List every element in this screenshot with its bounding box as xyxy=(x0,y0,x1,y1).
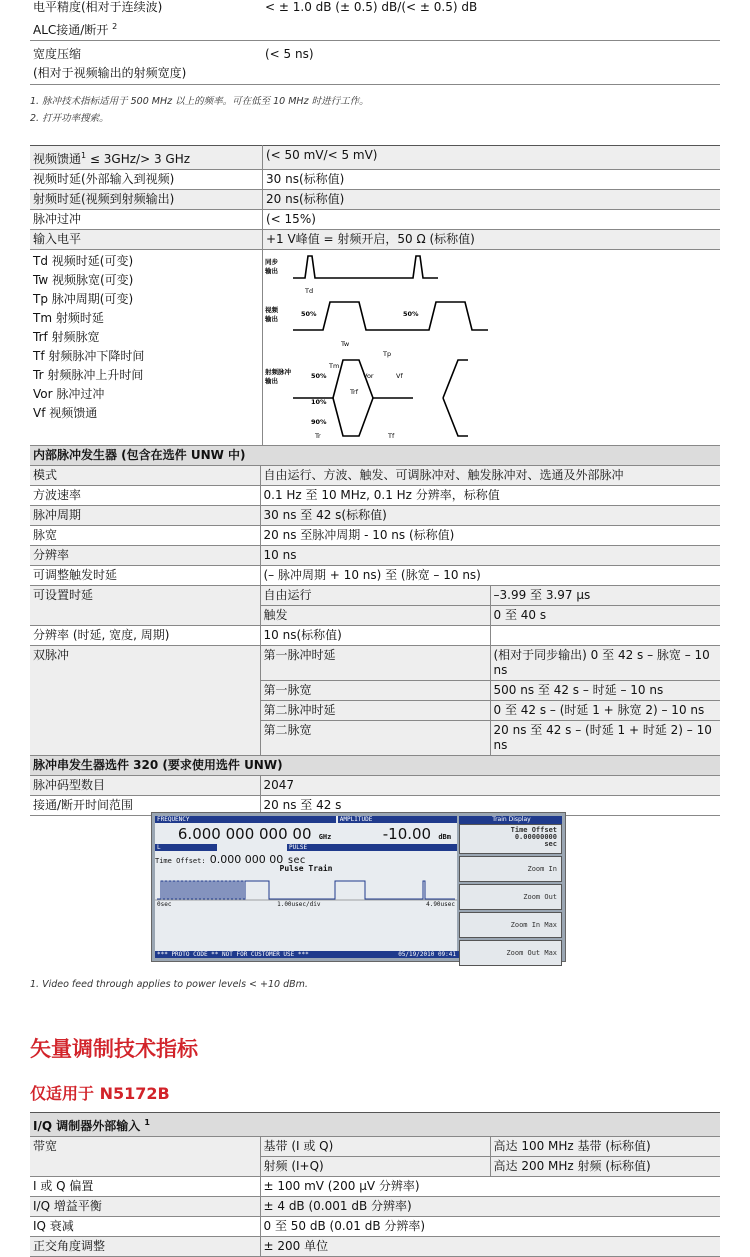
instrument-screen xyxy=(151,812,566,962)
diag-video-out: 输出 xyxy=(265,315,278,323)
settable-trig: 触发 xyxy=(260,606,490,626)
video-table: 视频馈通$^1$ ≤ 3GHz/> 3 GHz (< 50 mV/< 5 mV) 视频时延(外部输入到视频) 30 ns(标称值) 射频时延(视频到射频输出) 20 ns(标称值) 脉冲过冲 (< 15%) 输入电平 +1 V峰值 = 射频开启，50 Ω (标称值) Td 视频时延(可变) Tw 视频脉宽(可变) Tp 脉冲周期(可变) Tm 射频时延 Trf 射频脉宽 Tf 射频脉冲下降时间 Tr 射频脉冲上升时间 Vor 脉冲过冲 Vf 视频馈通 同步 输出 视频 输出 射频脉冲 输出 50% 50% 50% 10% 90% Td Tw Tp Tm Vor Vf Trf Tr Tf xyxy=(30,145,720,446)
spec-page xyxy=(30,0,720,816)
settable-label: 可设置时延 xyxy=(30,586,260,626)
settable-trig-value: 0 至 40 s xyxy=(490,606,720,626)
diag-sync: 同步 xyxy=(265,258,278,266)
rf-delay-label: 射频时延(视频到射频输出) xyxy=(30,190,263,210)
diag-tp: Tp xyxy=(383,350,392,358)
section-subtitle: 仅适用于 N5172B xyxy=(30,1084,170,1103)
video-feed-note: 1. Video feed through applies to power levels < +10 dBm. xyxy=(30,979,308,990)
amp-value: -10.00 xyxy=(382,825,432,843)
period-value: 30 ns 至 42 s(标称值) xyxy=(260,506,720,526)
top-table xyxy=(30,0,720,85)
legend-tr: Tr 射频脉冲上升时间 xyxy=(33,368,144,382)
settable-free-value: –3.99 至 3.97 µs xyxy=(490,586,720,606)
resolution-label: 分辨率 xyxy=(30,546,260,566)
feedthrough-label: 视频馈通 xyxy=(33,152,82,166)
softkey-zoom-in[interactable]: Zoom In xyxy=(459,856,562,882)
trig-delay-label: 可调整触发时延 xyxy=(30,566,260,586)
diag-50a: 50% xyxy=(301,310,317,318)
settable-free: 自由运行 xyxy=(260,586,490,606)
level-accuracy-value: < ± 1.0 dB (± 0.5) dB/(< ± 0.5) dB xyxy=(265,0,478,14)
diag-vor: Vor xyxy=(363,372,374,380)
x-div: 1.00usec/div xyxy=(277,901,321,908)
iq-atten-value: 0 至 50 dB (0.01 dB 分辨率) xyxy=(260,1217,720,1237)
screen-main: FREQUENCY AMPLITUDE 6.000 000 000 00 GHz -10.00 dBm L PULSE Time Offset: 0.000 000 00 sec Pulse Train 0sec 1.00usec/div 4.90usec *** PROTO CODE ** NOT FOR CUSTOMER USE *** 05/19/2010 09:41 xyxy=(155,816,457,958)
iq-offset-value: ± 100 mV (200 µV 分辨率) xyxy=(260,1177,720,1197)
square-rate-label: 方波速率 xyxy=(30,486,260,506)
double-r4-value: 20 ns 至 42 s – (时延 1 + 时延 2) – 10 ns xyxy=(490,721,720,756)
freq-value: 6.000 000 000 00 xyxy=(177,825,312,843)
legend-trf: Trf 射频脉宽 xyxy=(33,330,100,344)
diag-td: Td xyxy=(305,287,314,295)
width-compression-label: 宽度压缩 xyxy=(33,47,82,61)
softkey-time-offset[interactable]: Time Offset 0.00000000 sec xyxy=(459,824,562,854)
timing-diagram-cell xyxy=(263,250,721,446)
pulse-train-plot xyxy=(155,877,457,917)
ind-pulse: PULSE xyxy=(287,844,329,851)
square-rate-value: 0.1 Hz 至 10 MHz, 0.1 Hz 分辨率，标称值 xyxy=(260,486,720,506)
bw-rf: 射频 (I+Q) xyxy=(260,1157,490,1177)
x-end: 4.90usec xyxy=(426,901,455,908)
legend-tw: Tw 视频脉宽(可变) xyxy=(33,273,134,287)
iq-header: I/Q 调制器外部输入 xyxy=(33,1119,141,1133)
double-r1-value: (相对于同步输出) 0 至 42 s – 脉宽 – 10 ns xyxy=(490,646,720,681)
x-start: 0sec xyxy=(157,901,172,908)
double-label: 双脉冲 xyxy=(30,646,260,756)
offset-value: 0.000 000 00 xyxy=(209,853,284,866)
diag-rf-out: 输出 xyxy=(265,377,278,385)
note-1: 1. 脉冲技术指标适用于 500 MHz 以上的频率。可在低至 10 MHz 时进行工作。 xyxy=(30,96,369,107)
video-delay-label: 视频时延(外部输入到视频) xyxy=(30,170,263,190)
res2-label: 分辨率 (时延, 宽度, 周期) xyxy=(30,626,260,646)
mode-label: 模式 xyxy=(30,466,260,486)
trig-delay-value: (– 脉冲周期 + 10 ns) 至 (脉宽 – 10 ns) xyxy=(260,566,720,586)
legend-tf: Tf 射频脉冲下降时间 xyxy=(33,349,145,363)
overshoot-value: (< 15%) xyxy=(263,210,721,230)
iq-table: I/Q 调制器外部输入 $^1$ 带宽 基带 (I 或 Q) 高达 100 MHz 基带 (标称值) 射频 (I+Q) 高达 200 MHz 射频 (标称值) I 或 Q 偏置 ± 100 mV (200 µV 分辨率) I/Q 增益平衡 ± 4 dB (0.001 dB 分辨率) IQ 衰减 0 至 50 dB (0.01 dB 分辨率) 正交角度调整 ± 200 单位 xyxy=(30,1112,720,1257)
screen-softkeys xyxy=(459,816,562,958)
input-level-label: 输入电平 xyxy=(30,230,263,250)
iq-offset-label: I 或 Q 偏置 xyxy=(30,1177,260,1197)
status-date: 05/19/2010 09:41 xyxy=(398,951,456,958)
softkey-zoom-out[interactable]: Zoom Out xyxy=(459,884,562,910)
bw-baseband-value: 高达 100 MHz 基带 (标称值) xyxy=(490,1137,720,1157)
diag-tm: Tm xyxy=(329,362,340,370)
note-2: 2. 打开功率搜索。 xyxy=(30,113,109,124)
legend-td: Td 视频时延(可变) xyxy=(33,254,134,268)
internal-table xyxy=(30,446,720,816)
onoff-label: 接通/断开时间范围 xyxy=(30,796,260,816)
diag-10: 10% xyxy=(311,398,327,406)
iq-gain-label: I/Q 增益平衡 xyxy=(30,1197,260,1217)
double-r1: 第一脉冲时延 xyxy=(260,646,490,681)
diag-50c: 50% xyxy=(311,372,327,380)
overshoot-label: 脉冲过冲 xyxy=(30,210,263,230)
double-r4: 第二脉宽 xyxy=(260,721,490,756)
alc-sup: 2 xyxy=(112,22,118,31)
double-r3: 第二脉冲时延 xyxy=(260,701,490,721)
feedthrough-value: (< 50 mV/< 5 mV) xyxy=(263,146,721,170)
bw-rf-value: 高达 200 MHz 射频 (标称值) xyxy=(490,1157,720,1177)
train-header: 脉冲串发生器选件 320 (要求使用选件 UNW) xyxy=(30,756,720,776)
diag-tf: Tf xyxy=(388,432,395,440)
resolution-value: 10 ns xyxy=(260,546,720,566)
iq-gain-value: ± 4 dB (0.001 dB 分辨率) xyxy=(260,1197,720,1217)
train-title: Pulse Train xyxy=(279,864,333,873)
rf-delay-value: 20 ns(标称值) xyxy=(263,190,721,210)
section-title: 矢量调制技术指标 xyxy=(30,1037,198,1061)
width-compression-sub: (相对于视频输出的射频宽度) xyxy=(30,64,262,85)
internal-header: 内部脉冲发生器 (包含在选件 UNW 中) xyxy=(30,446,720,466)
period-label: 脉冲周期 xyxy=(30,506,260,526)
timing-diagram xyxy=(263,250,563,441)
res2-value: 10 ns(标称值) xyxy=(260,626,490,646)
softkey-zoom-in-max[interactable]: Zoom In Max xyxy=(459,912,562,938)
onoff-value: 20 ns 至 42 s xyxy=(260,796,720,816)
double-r2: 第一脉宽 xyxy=(260,681,490,701)
video-delay-value: 30 ns(标称值) xyxy=(263,170,721,190)
width-value: 20 ns 至脉冲周期 - 10 ns (标称值) xyxy=(260,526,720,546)
diag-90: 90% xyxy=(311,418,327,426)
legend-vf: Vf 视频馈通 xyxy=(33,406,98,420)
softkey-zoom-out-max[interactable]: Zoom Out Max xyxy=(459,940,562,966)
diag-vf: Vf xyxy=(396,372,403,380)
input-level-value: +1 V峰值 = 射频开启，50 Ω (标称值) xyxy=(263,230,721,250)
legend-vor: Vor 脉冲过冲 xyxy=(33,387,105,401)
iq-atten-label: IQ 衰减 xyxy=(30,1217,260,1237)
diag-sync-out: 输出 xyxy=(265,267,278,275)
width-compression-value: (< 5 ns) xyxy=(265,47,314,61)
double-r2-value: 500 ns 至 42 s – 时延 – 10 ns xyxy=(490,681,720,701)
mode-value: 自由运行、方波、触发、可调脉冲对、触发脉冲对、选通及外部脉冲 xyxy=(260,466,720,486)
diag-tr: Tr xyxy=(315,432,321,440)
legend-tp: Tp 脉冲周期(可变) xyxy=(33,292,134,306)
freq-label: FREQUENCY xyxy=(155,816,336,823)
side-title: Train Display xyxy=(459,816,562,824)
quad-label: 正交角度调整 xyxy=(30,1237,260,1257)
ind-l: L xyxy=(155,844,217,851)
legend-cell xyxy=(30,250,263,446)
alc-label: ALC接通/断开 xyxy=(33,23,109,37)
double-r3-value: 0 至 42 s – (时延 1 + 脉宽 2) – 10 ns xyxy=(490,701,720,721)
diag-video: 视频 xyxy=(265,306,278,314)
width-label: 脉宽 xyxy=(30,526,260,546)
legend-tm: Tm 射频时延 xyxy=(33,311,104,325)
bandwidth-label: 带宽 xyxy=(30,1137,260,1177)
patterns-value: 2047 xyxy=(260,776,720,796)
level-accuracy-label: 电平精度(相对于连续波) xyxy=(33,0,163,14)
status-text: *** PROTO CODE ** NOT FOR CUSTOMER USE *** xyxy=(157,951,309,958)
diag-rfpulse: 射频脉冲 xyxy=(265,368,291,376)
diag-trf: Trf xyxy=(350,388,358,396)
diag-50b: 50% xyxy=(403,310,419,318)
diag-tw: Tw xyxy=(341,340,350,348)
amp-label: AMPLITUDE xyxy=(338,816,457,823)
patterns-label: 脉冲码型数目 xyxy=(30,776,260,796)
quad-value: ± 200 单位 xyxy=(260,1237,720,1257)
bw-baseband: 基带 (I 或 Q) xyxy=(260,1137,490,1157)
